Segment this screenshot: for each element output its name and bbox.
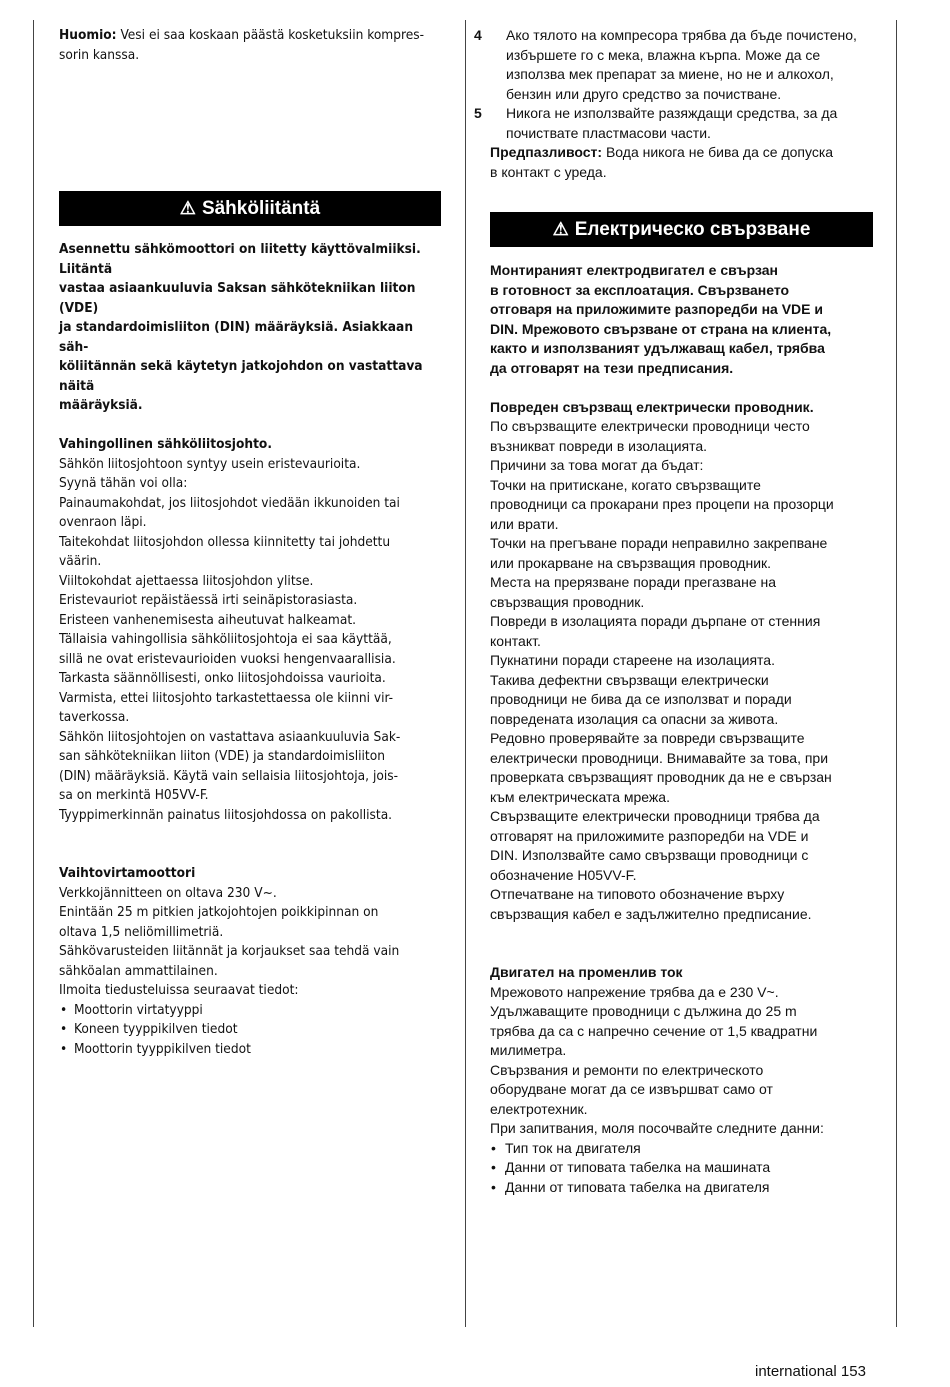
left-damaged-line: Tällaisia vahingollisia sähköliitosjohtoja ei saa käyttää,	[59, 631, 392, 647]
right-intro	[490, 261, 873, 378]
left-damaged-line: Syynä tähän voi olla:	[59, 475, 188, 491]
left-intro-line: ja standardoimisliiton (DIN) määräyksiä. Asiakkaan säh-	[59, 319, 414, 355]
item-line: Ако тялото на компресора трябва да бъде почистено,	[506, 27, 857, 43]
left-intro	[59, 240, 441, 416]
right-bullet-list	[490, 1139, 873, 1198]
left-note-text-2: sorin kanssa.	[59, 46, 140, 63]
center-column-rule	[465, 20, 466, 1327]
right-ac-line: Мрежовото напрежение трябва да е 230 V~.	[490, 983, 779, 1000]
left-section-title-bar	[59, 191, 441, 226]
left-ac-line: oltava 1,5 neliömillimetriä.	[59, 923, 224, 940]
left-damaged-line: ovenraon läpi.	[59, 514, 147, 530]
right-damaged-line: или врати.	[490, 515, 559, 532]
right-damaged-line: контакт.	[490, 632, 541, 649]
left-damaged-line: Taitekohdat liitosjohdon ollessa kiinnitetty tai johdettu	[59, 533, 391, 550]
right-damaged-line: По свързващите електрически проводници често	[490, 418, 810, 434]
right-ac-heading: Двигател на променлив ток	[490, 964, 683, 980]
right-ac-line: електротехник.	[490, 1100, 588, 1117]
item-line: Никога не използвайте разяждащи средства, за да	[506, 105, 838, 121]
right-damaged-line: Места на прерязване поради прегазване на	[490, 574, 777, 590]
right-intro-line: Монтираният електродвигател е свързан	[490, 262, 778, 278]
left-ac-heading: Vaihtovirtamoottori	[59, 865, 196, 881]
left-section-title: Sähköliitäntä	[201, 198, 321, 219]
right-ac-line: трябва да са с напречно сечение от 1,5 квадратни	[490, 1022, 818, 1039]
list-item: • Koneen tyyppikilven tiedot	[59, 1020, 441, 1040]
left-damaged-line: (DIN) määräyksiä. Käytä vain sellaisia liitosjohtoja, jois-	[59, 767, 399, 784]
left-ac-line: Sähkövarusteiden liitännät ja korjaukset saa tehdä vain	[59, 943, 400, 959]
left-ac-line: Verkkojännitteen on oltava 230 V~.	[59, 884, 277, 901]
right-damaged-line: или прокарване на свързващия проводник.	[490, 554, 772, 571]
left-damaged-line: Painaumakohdat, jos liitosjohdot viedään ikkunoiden tai	[59, 494, 400, 511]
right-ac-line: Удължаващите проводници с дължина до 25 m	[490, 1003, 797, 1019]
left-damaged-line: Tyyppimerkinnän painatus liitosjohdossa on pakollista.	[59, 806, 393, 823]
left-damaged-line: Viiltokohdat ajettaessa liitosjohdon ylitse.	[59, 572, 314, 589]
left-damaged-line: taverkossa.	[59, 709, 130, 725]
right-damaged-line: обозначение H05VV-F.	[490, 866, 637, 883]
right-damaged-line: Причини за това могат да бъдат:	[490, 457, 704, 473]
left-ac-line: sähköalan ammattilainen.	[59, 962, 218, 979]
item-line: избършете го с мека, влажна кърпа. Може да се	[506, 46, 821, 63]
page-footer: international 153	[755, 1363, 866, 1380]
item-line: бензин или друго средство за почистване.	[506, 85, 782, 102]
right-column	[474, 26, 873, 1197]
left-damaged-line: Varmista, ettei liitosjohto tarkastettaessa ole kiinni vir-	[59, 689, 394, 706]
right-note	[490, 143, 873, 182]
right-damaged-section	[490, 398, 873, 925]
warning-icon: ⚠	[552, 219, 569, 239]
right-intro-line: както и използваният удължаващ кабел, трябва	[490, 340, 825, 356]
right-ac-line: При запитвания, моля посочвайте следните данни:	[490, 1120, 824, 1136]
right-damaged-line: повредената изолация са опасни за живота.	[490, 710, 779, 727]
left-damaged-section	[59, 435, 441, 825]
right-intro-line: DIN. Мрежовото свързване от страна на клиента,	[490, 320, 832, 337]
left-damaged-line: Eristevauriot repäistäessä irti seinäpistorasiasta.	[59, 592, 358, 608]
right-ac-section	[490, 963, 873, 1197]
right-note-text-2: в контакт с уреда.	[490, 163, 607, 180]
left-damaged-line: sillä ne ovat eristevaurioiden vuoksi hengenvaarallisia.	[59, 650, 396, 667]
left-ac-line: Ilmoita tiedusteluissa seuraavat tiedot:	[59, 982, 299, 998]
right-note-text: Вода никога не бива да се допуска	[605, 144, 834, 160]
right-damaged-line: електрически проводници. Внимавайте за това, при	[490, 749, 829, 766]
item-number: 5	[474, 105, 482, 121]
left-damaged-line: Eristeen vanhenemisesta aiheutuvat halkeamat.	[59, 611, 357, 628]
right-damaged-line: Свързващите електрически проводници трябва да	[490, 808, 820, 824]
left-damaged-heading: Vahingollinen sähköliitosjohto.	[59, 436, 272, 452]
left-damaged-line: väärin.	[59, 553, 102, 569]
right-intro-line: да отговарят на тези предписания.	[490, 359, 734, 376]
left-note	[59, 26, 441, 65]
list-item: • Данни от типовата табелка на двигателя	[490, 1178, 873, 1198]
left-damaged-line: Sähkön liitosjohtojen on vastattava asiaankuuluvia Sak-	[59, 728, 401, 745]
right-section-title: Електрическо свързване	[574, 219, 811, 240]
right-damaged-line: проводници не бива да се използват и поради	[490, 691, 792, 707]
right-section-title-bar	[490, 212, 873, 247]
right-note-label: Предпазливост:	[490, 144, 603, 160]
list-item: • Moottorin tyyppikilven tiedot	[59, 1040, 441, 1060]
list-item: • Moottorin virtatyyppi	[59, 1001, 441, 1021]
left-damaged-line: san sähkötekniikan liiton (VDE) ja standardoimisliiton	[59, 748, 385, 764]
right-damaged-line: Точки на притискане, когато свързващите	[490, 476, 761, 493]
right-damaged-line: Отпечатване на типовото обозначение върху	[490, 886, 785, 902]
right-damaged-line: Повреди в изолацията поради дърпане от стенния	[490, 613, 821, 629]
warning-icon: ⚠	[179, 198, 196, 218]
left-column	[59, 26, 441, 1059]
left-bullet-list	[59, 1001, 441, 1060]
right-intro-line: отговаря на приложимите разпоредби на VDE и	[490, 301, 823, 317]
right-damaged-line: Пукнатини поради стареене на изолацията.	[490, 652, 775, 668]
right-damaged-line: проверката свързващият проводник да не е свързан	[490, 769, 832, 785]
right-damaged-line: Редовно проверявайте за повреди свързващите	[490, 730, 805, 746]
item-number: 4	[474, 27, 482, 43]
item-line: използва мек препарат за миене, но не и алкохол,	[506, 66, 834, 82]
left-damaged-line: Sähkön liitosjohtoon syntyy usein eristevaurioita.	[59, 455, 361, 472]
item-line: почиствате пластмасови части.	[506, 124, 711, 141]
right-ac-line: оборудване могат да се извършват само от	[490, 1081, 773, 1097]
left-ac-line: Enintään 25 m pitkien jatkojohtojen poikkipinnan on	[59, 904, 379, 920]
right-damaged-line: проводници са прокарани през процепи на прозорци	[490, 496, 834, 512]
left-damaged-line: sa on merkintä H05VV-F.	[59, 787, 209, 803]
list-item: • Тип ток на двигателя	[490, 1139, 873, 1159]
left-ac-section	[59, 864, 441, 1059]
right-ac-line: милиметра.	[490, 1042, 567, 1058]
left-intro-line: köliitännän sekä käytetyn jatkojohdon on vastattava näitä	[59, 358, 423, 394]
right-damaged-heading: Повреден свързващ електрически проводник.	[490, 398, 814, 415]
list-item: • Данни от типовата табелка на машината	[490, 1158, 873, 1178]
left-note-label: Huomio:	[59, 27, 117, 43]
right-damaged-line: Точки на прегъване поради неправилно закрепване	[490, 535, 828, 551]
right-damaged-line: към електрическата мрежа.	[490, 788, 670, 805]
right-damaged-line: DIN. Използвайте само свързващи проводници с	[490, 847, 809, 863]
right-numbered-item-5	[474, 104, 873, 143]
left-damaged-line: Tarkasta säännöllisesti, onko liitosjohdoissa vaurioita.	[59, 670, 386, 686]
right-numbered-item-4	[474, 26, 873, 104]
right-damaged-line: свързващия проводник.	[490, 593, 645, 610]
right-damaged-line: отговарят на приложимите разпоредби на VDE и	[490, 827, 809, 844]
left-intro-line: vastaa asiaankuuluvia Saksan sähkötekniikan liiton (VDE)	[59, 280, 416, 316]
right-damaged-line: Такива дефектни свързващи електрически	[490, 671, 769, 688]
left-note-text: Vesi ei saa koskaan päästä kosketuksiin kompres-	[120, 27, 425, 43]
right-intro-line: в готовност за експлоатация. Свързването	[490, 281, 790, 298]
left-margin-rule	[33, 20, 34, 1327]
right-margin-rule	[896, 20, 897, 1327]
left-intro-line: Asennettu sähkömoottori on liitetty käyttövalmiiksi. Liitäntä	[59, 241, 421, 277]
right-damaged-line: възникват повреди в изолацията.	[490, 437, 708, 454]
left-intro-line: määräyksiä.	[59, 397, 143, 413]
right-damaged-line: свързващия кабел е задължително предписание.	[490, 905, 812, 922]
right-ac-line: Свързвания и ремонти по електрическото	[490, 1061, 764, 1078]
